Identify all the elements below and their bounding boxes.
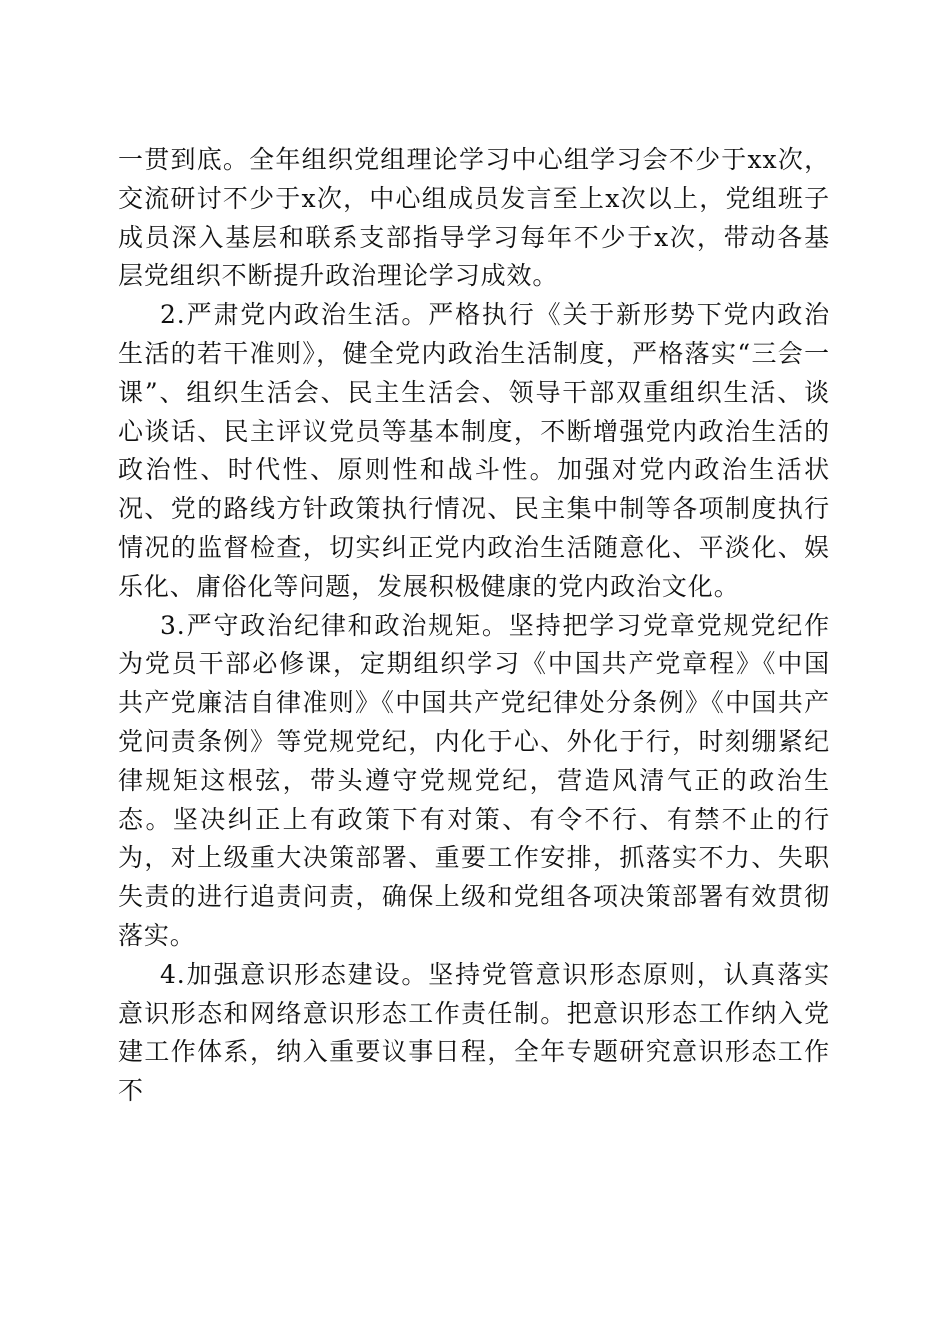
paragraph-3-political-discipline: 3.严守政治纪律和政治规矩。坚持把学习党章党规党纪作为党员干部必修课，定期组织学习《中国共产党章程》《中国共产党廉洁自律准则》《中国共产党纪律处分条例》《中国共产党问责条例》等党规党纪，内化于心、外化于行，时刻绷紧纪律规矩这根弦，带头遵守党规党纪，营造风清气正的政治生态。坚决纠正上有政策下有对策、有令不行、有禁不止的行为，对上级重大决策部署、重要工作安排，抓落实不力、失职失责的进行追责问责，确保上级和党组各项决策部署有效贯彻落实。: [118, 610, 830, 950]
paragraph-4-ideology: 4.加强意识形态建设。坚持党管意识形态原则，认真落实意识形态和网络意识形态工作责任制。把意识形态工作纳入党建工作体系，纳入重要议事日程，全年专题研究意识形态工作不: [118, 959, 830, 1106]
document-body: [118, 141, 830, 1111]
paragraph-2-political-life: 2.严肃党内政治生活。严格执行《关于新形势下党内政治生活的若干准则》，健全党内政治生活制度，严格落实“三会一课”、组织生活会、民主生活会、领导干部双重组织生活、谈心谈话、民主评议党员等基本制度，不断增强党内政治生活的政治性、时代性、原则性和战斗性。加强对党内政治生活状况、党的路线方针政策执行情况、民主集中制等各项制度执行情况的监督检查，切实纠正党内政治生活随意化、平淡化、娱乐化、庸俗化等问题，发展积极健康的党内政治文化。: [118, 300, 830, 601]
paragraph-continuation: 一贯到底。全年组织党组理论学习中心组学习会不少于xx次，交流研讨不少于x次，中心组成员发言至上x次以上，党组班子成员深入基层和联系支部指导学习每年不少于x次，带动各基层党组织不断提升政治理论学习成效。: [118, 145, 830, 291]
